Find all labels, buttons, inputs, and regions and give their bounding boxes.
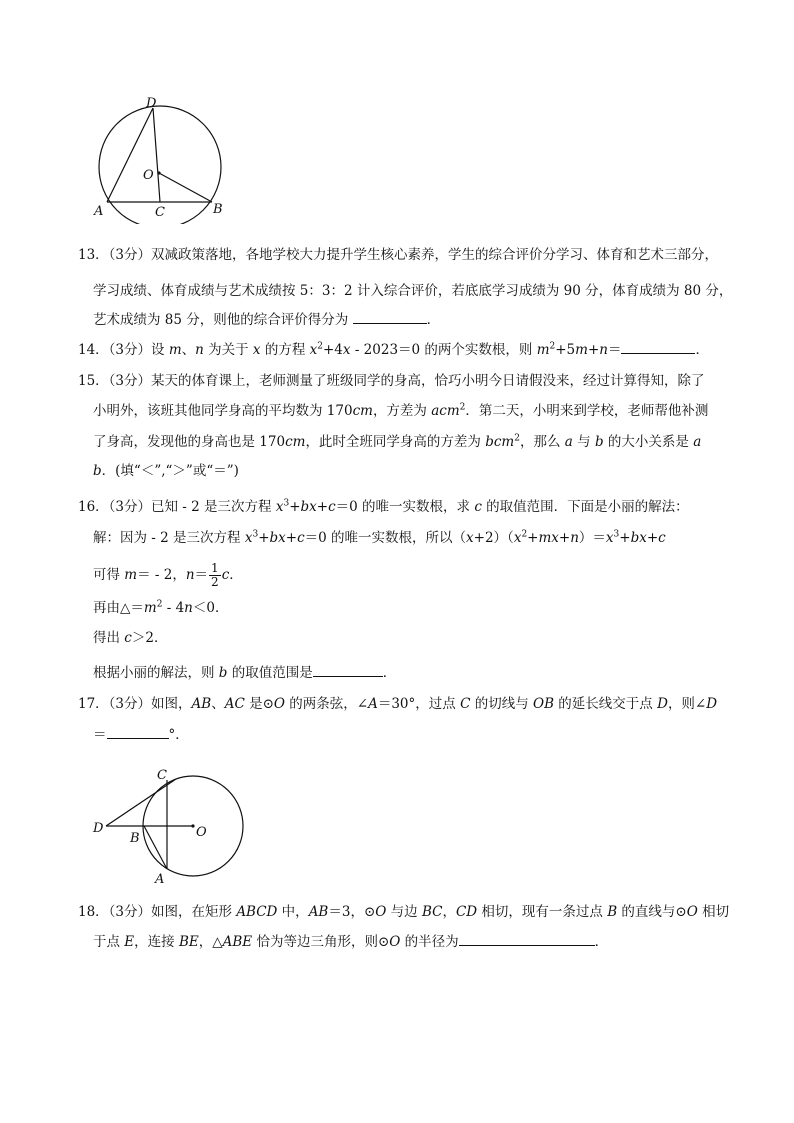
segment-dc [153,108,160,202]
figure-q17-tangent [88,764,248,886]
label-o: O [196,825,207,840]
q13-end: ． [426,312,441,328]
label-d: D [146,96,157,111]
q16-line1: 16．（3分）已知 - 2 是三次方程 $x^3+bx+c=0$ 的唯一实数根，求 c 的取值范围．下面是小丽的解法： [78,498,689,515]
q14-line1: 14．（3分）设 m、n 为关于 x 的方程 $x^2+4x - 2023=0$ 的两个实数根，则 $m^2+5m+n=$ ． [78,341,709,358]
center-dot [191,824,194,827]
label-b: B [213,202,223,217]
label-d: D [93,821,104,836]
figure-q13-circle [86,94,236,224]
label-c: C [155,205,165,220]
q13-line2: 学习成绩、体育成绩与艺术成绩按 5：3：2 计入综合评价，若底底学习成绩为 90 分，体育成绩为 80 分， [93,283,733,299]
q18-line1: 18．（3分）如图，在矩形 ABCD 中，AB＝3，⊙O 与边 BC，CD 相切，现有一条过点 B 的直线与⊙O 相切 [78,904,730,920]
q16-line3: 可得 m＝ - 2，n＝ $\frac{1}{2}$ c． [93,561,243,589]
segment-ob [159,173,212,202]
center-dot [157,171,160,174]
q16-line5: 得出 c＞2． [93,630,168,646]
label-o: O [143,168,154,183]
q16-answer-blank[interactable] [313,664,383,677]
q15-line1: 15．（3分）某天的体育课上，老师测量了班级同学的身高，恰巧小明今日请假没来，经过计算得知，除了 [78,373,705,389]
q15-line4: b．(填“＜”,“＞”或“＝”) [93,463,239,479]
segment-ad [107,108,153,202]
q18-line2: 于点 E，连接 BE，△ABE 恰为等边三角形，则⊙O 的半径为 ． [93,934,609,950]
q15-line2: 小明外，该班其他同学身高的平均数为 170cm，方差为 acm$^2$．第二天，小明来到学校，老师帮他补测 [93,402,709,419]
fraction-one-half: $\frac{1}{2}$ [211,561,219,589]
q16-line2: 解：因为 - 2 是三次方程 $x^3+bx+c=0$ 的唯一实数根，所以$(x+2)(x^2+mx+n)=x^3+bx+c$ [93,529,666,546]
q13-answer-blank[interactable] [353,311,427,324]
q14-answer-blank[interactable] [621,341,695,354]
q16-line4: 再由$\triangle=m^2 - 4n<0$． [93,599,229,616]
q17-line1: 17．（3分）如图，AB、AC 是⊙O 的两条弦，∠A＝30°，过点 C 的切线与 OB 的延长线交于点 D，则∠D [78,696,718,712]
q13-text: 艺术成绩为 85 分，则他的综合评价得分为 [93,312,349,328]
label-c: C [157,768,167,783]
q17-answer-blank[interactable] [107,726,169,739]
q17-line2: ＝ °． [93,727,189,743]
q13-line3 [93,311,440,329]
label-a: A [155,872,165,886]
tangent-dc [106,779,176,826]
label-a: A [94,204,104,219]
q13-line1: 13．（3分）双减政策落地，各地学校大力提升学生核心素养，学生的综合评价分学习、体育和艺术三部分， [78,247,719,263]
q15-line3: 了身高，发现他的身高也是 170cm，此时全班同学身高的方差为 bcm$^2$，那么 a 与 b 的大小关系是 a [93,433,702,450]
q16-line6: 根据小丽的解法，则 b 的取值范围是 ． [93,665,397,681]
q18-answer-blank[interactable] [459,933,595,946]
label-b: B [130,831,140,846]
